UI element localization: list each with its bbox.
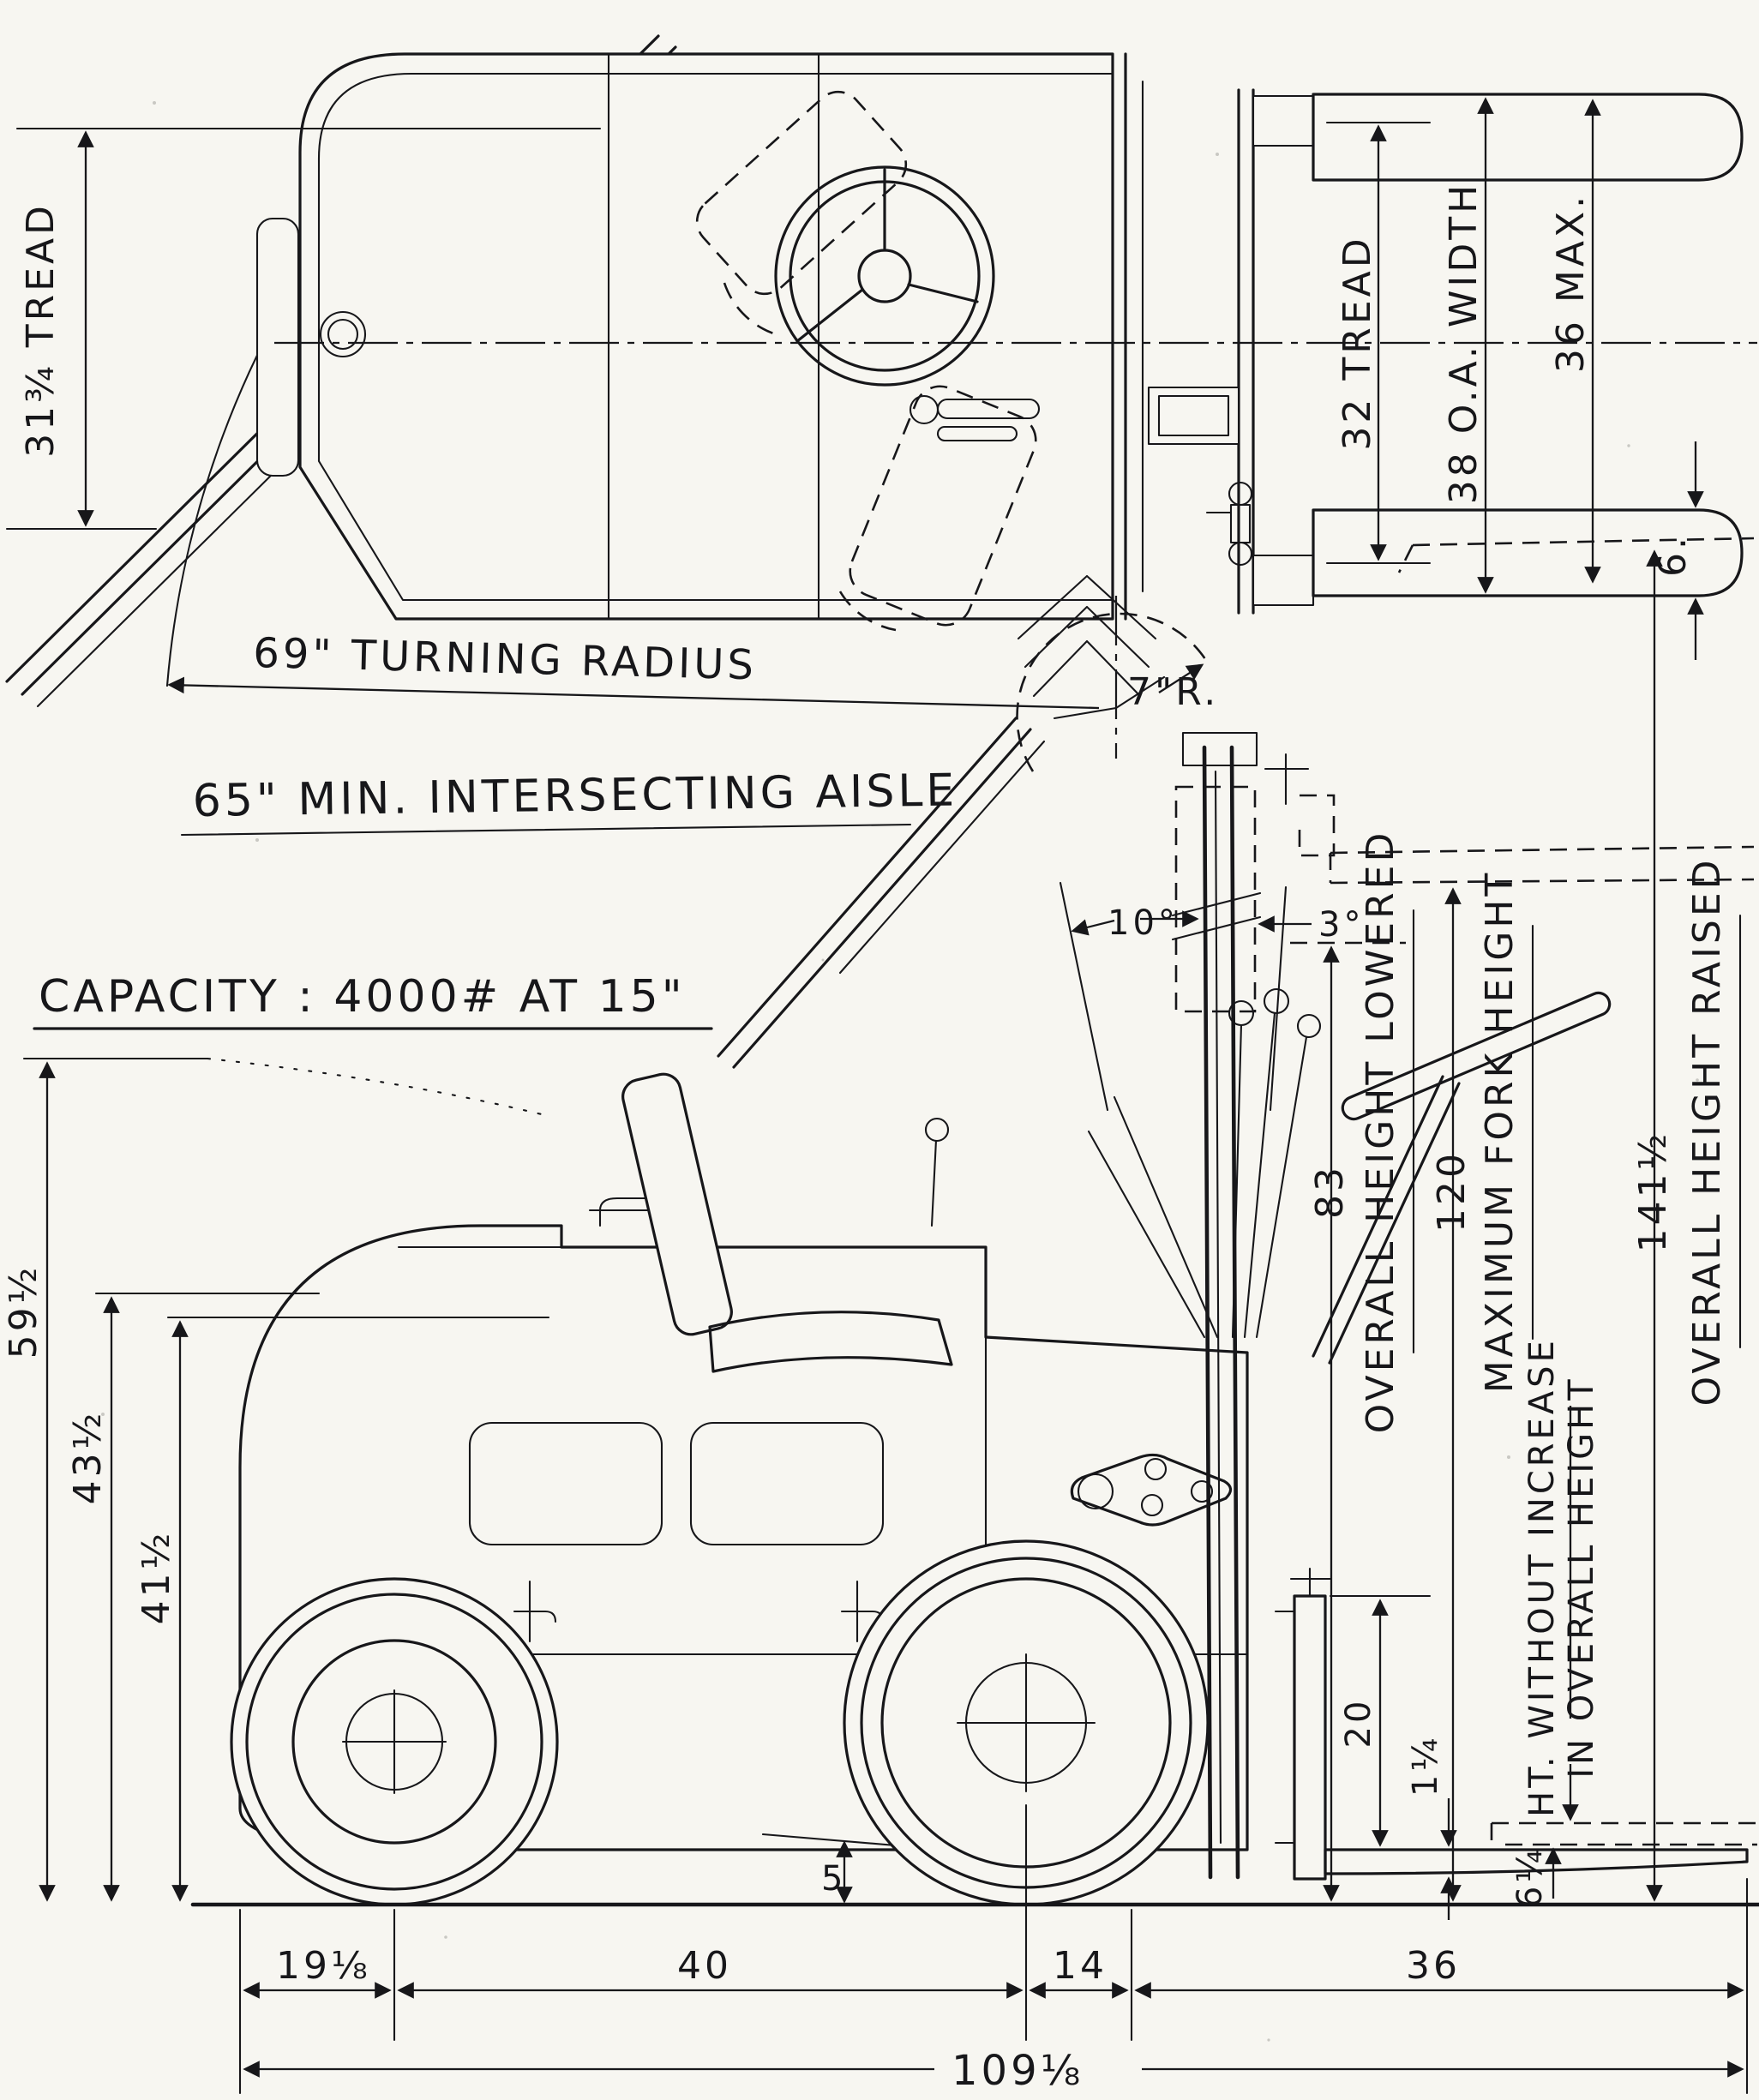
mast-plan [1126,54,1313,619]
hydraulic-levers-plan [1207,483,1252,565]
capacity-text: CAPACITY : 4000# AT 15" [39,971,686,1023]
tilt-line-back [1060,883,1108,1110]
fork-bracket-bottom [1253,555,1313,605]
fork-spread-label: 36 MAX. [1549,192,1593,374]
tread-right-label: 32 TREAD [1336,235,1379,451]
rear-overhang-label: 19⅛ [276,1944,371,1988]
counterweight-step [257,219,298,476]
overall-lowered-label: OVERALL HEIGHT LOWERED [1359,829,1402,1434]
dim-backrest [1330,1596,1430,1845]
tilt-forward-label: 3° [1318,905,1365,945]
fork-length-label: 36 [1406,1944,1461,1988]
height-hood-label: 43½ [66,1409,110,1505]
aisle-note-text: 65" MIN. INTERSECTING AISLE [192,765,958,827]
carriage-hook [1276,1611,1294,1843]
ht-without-line1: HT. WITHOUT INCREASE [1522,1337,1562,1817]
rear-wheel [231,1579,557,1905]
dim-overall-raised [1631,552,1740,1899]
dim-fork-width [1651,441,1696,660]
dim-fork-thickness [1406,1735,1449,1920]
carriage-pin [1291,1569,1330,1596]
backrest-label: 20 [1339,1697,1378,1749]
fork-raised-dashed-freelift [1492,1823,1757,1845]
tread-left-label: 31¾ TREAD [19,202,63,458]
overall-lowered-value: 83 [1308,1164,1352,1219]
dim-ht-without-increase [1522,1337,1601,1819]
overall-raised-label: OVERALL HEIGHT RAISED [1685,856,1729,1407]
fork-bracket-top [1253,96,1313,146]
body-plan [257,54,1113,619]
front-overhang-label: 14 [1053,1944,1108,1988]
capacity-note [34,971,711,1029]
corner-radius-label: 7"R. [1127,670,1220,714]
dim-tilt-back [1073,903,1197,943]
dim-tilt-forward [1260,905,1364,945]
chain-anchor-dashed [1300,795,1334,855]
dim-ground-clearance [821,1843,846,1901]
dim-max-fork-height [1430,870,1533,1899]
free-lift-label: 6¼ [1510,1845,1550,1909]
height-overall-top-label: 59½ [2,1263,45,1359]
overall-raised-value: 141½ [1631,1130,1675,1253]
fork-thickness-label: 1¼ [1406,1734,1445,1797]
wheelbase-label: 40 [677,1944,732,1988]
dim-turning-radius [170,629,1099,708]
height-step-label: 41½ [135,1529,178,1625]
turning-radius-label: 69" TURNING RADIUS [252,629,758,690]
dim-free-lift [1510,1846,1553,1908]
tilt-back-label: 10° [1108,903,1179,943]
max-fork-label: MAXIMUM FORK HEIGHT [1478,869,1522,1394]
oa-width-label: 38 O.A. WIDTH [1442,181,1486,505]
fork-width-label: 6. [1651,534,1695,577]
overall-length-label: 109⅛ [952,2047,1084,2095]
ht-without-line2: IN OVERALL HEIGHT [1562,1376,1601,1779]
mast-top-tie [1183,733,1257,765]
ground-clearance-label: 5 [821,1859,847,1899]
max-fork-value: 120 [1430,1150,1474,1233]
aisle-note [182,765,958,835]
